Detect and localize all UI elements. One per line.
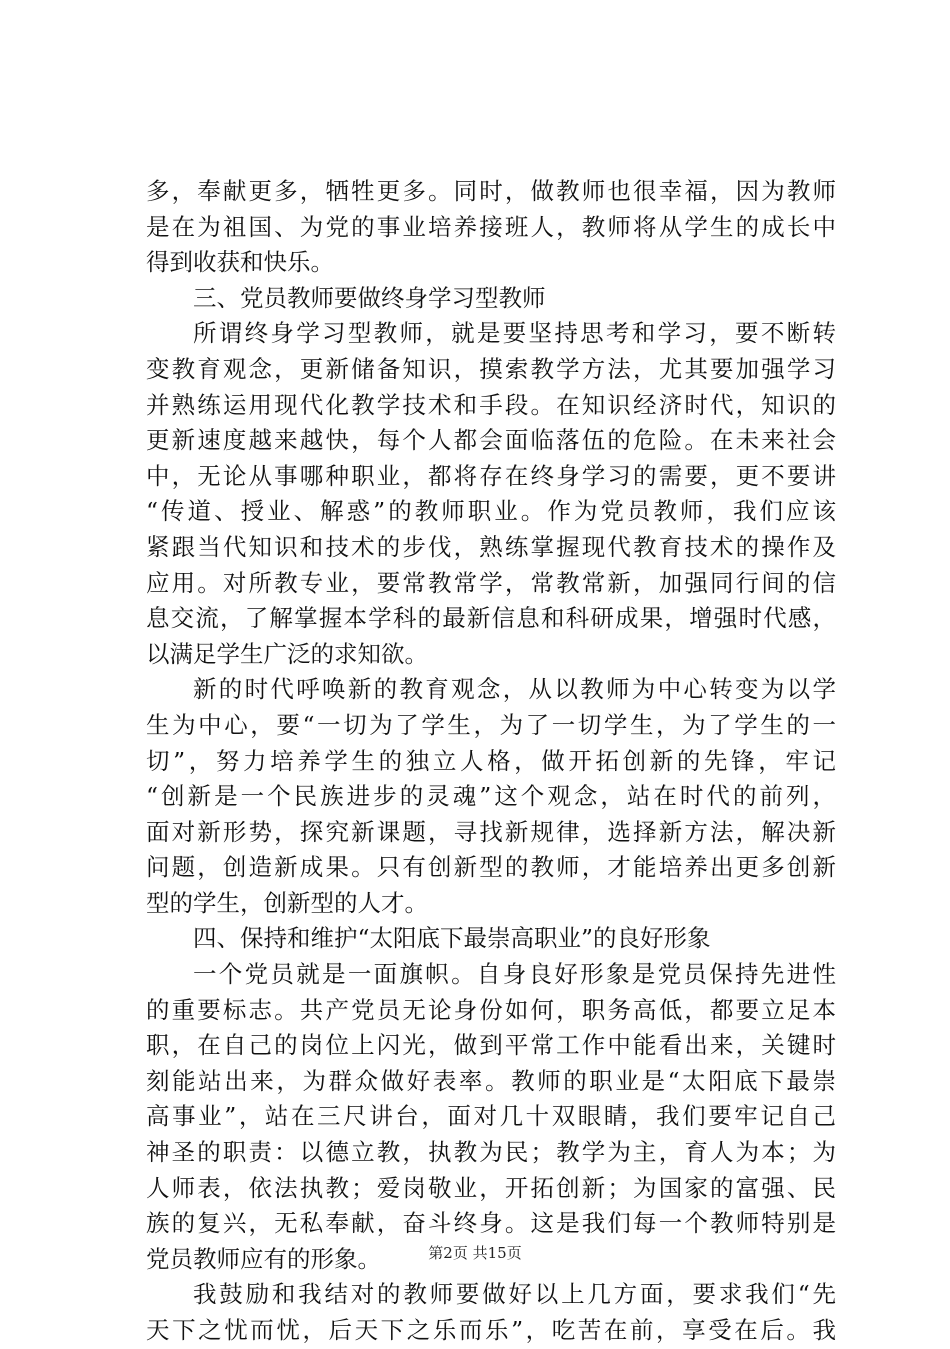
text-line: 切”，努力培养学生的独立人格，做开拓创新的先锋，牢记	[146, 746, 836, 775]
text-line: 人师表，依法执教；爱岗敬业，开拓创新；为国家的富强、民	[146, 1173, 836, 1202]
text-line: 刻能站出来，为群众做好表率。教师的职业是“太阳底下最崇	[146, 1066, 836, 1095]
text-line: 生为中心，要“一切为了学生，为了一切学生，为了学生的一	[146, 710, 836, 739]
text-line: 面对新形势，探究新课题，寻找新规律，选择新方法，解决新	[146, 817, 836, 846]
text-line: 一个党员就是一面旗帜。自身良好形象是党员保持先进性	[193, 960, 836, 989]
text-line: 更新速度越来越快，每个人都会面临落伍的危险。在未来社会	[146, 426, 836, 455]
text-line: 多，奉献更多，牺牲更多。同时，做教师也很幸福，因为教师	[146, 177, 836, 205]
text-line: 所谓终身学习型教师，就是要坚持思考和学习，要不断转	[193, 319, 836, 348]
text-line: 得到收获和快乐。	[146, 248, 334, 277]
text-line: “传道、授业、解惑”的教师职业。作为党员教师，我们应该	[146, 497, 836, 526]
text-line: 并熟练运用现代化教学技术和手段。在知识经济时代，知识的	[146, 390, 836, 419]
document-body	[146, 174, 836, 1349]
text-line: 四、保持和维护“太阳底下最崇高职业”的良好形象	[193, 924, 711, 953]
text-line: 族的复兴，无私奉献，奋斗终身。这是我们每一个教师特别是	[146, 1209, 836, 1238]
text-line: 中，无论从事哪种职业，都将存在终身学习的需要，更不要讲	[146, 461, 836, 490]
text-line: 问题，创造新成果。只有创新型的教师，才能培养出更多创新	[146, 853, 836, 882]
text-line: 我鼓励和我结对的教师要做好以上几方面，要求我们“先	[193, 1280, 836, 1309]
text-line: 三、党员教师要做终身学习型教师	[193, 283, 546, 312]
text-line: 息交流，了解掌握本学科的最新信息和科研成果，增强时代感，	[146, 604, 836, 633]
page-footer: 第2页 共15页	[428, 1244, 522, 1262]
text-line: 职，在自己的岗位上闪光，做到平常工作中能看出来，关键时	[146, 1031, 836, 1060]
text-line: 高事业”，站在三尺讲台，面对几十双眼睛，我们要牢记自己	[146, 1102, 836, 1131]
text-line: 变教育观念，更新储备知识，摸索教学方法，尤其要加强学习	[146, 354, 836, 383]
text-line: 神圣的职责：以德立教，执教为民；教学为主，育人为本；为	[146, 1138, 836, 1167]
text-line: 以满足学生广泛的求知欲。	[146, 639, 428, 668]
text-line: 紧跟当代知识和技术的步伐，熟练掌握现代教育技术的操作及	[146, 532, 836, 561]
text-line: 是在为祖国、为党的事业培养接班人，教师将从学生的成长中	[146, 212, 836, 241]
text-line: 党员教师应有的形象。	[146, 1244, 381, 1273]
text-line: “创新是一个民族进步的灵魂”这个观念，站在时代的前列，	[146, 782, 836, 811]
text-line: 新的时代呼唤新的教育观念，从以教师为中心转变为以学	[193, 675, 836, 704]
text-line: 型的学生，创新型的人才。	[146, 888, 428, 917]
text-line: 天下之忧而忧，后天下之乐而乐”，吃苦在前，享受在后。我	[146, 1316, 836, 1344]
text-line: 的重要标志。共产党员无论身份如何，职务高低，都要立足本	[146, 995, 836, 1024]
text-line: 应用。对所教专业，要常教常学，常教常新，加强同行间的信	[146, 568, 836, 597]
